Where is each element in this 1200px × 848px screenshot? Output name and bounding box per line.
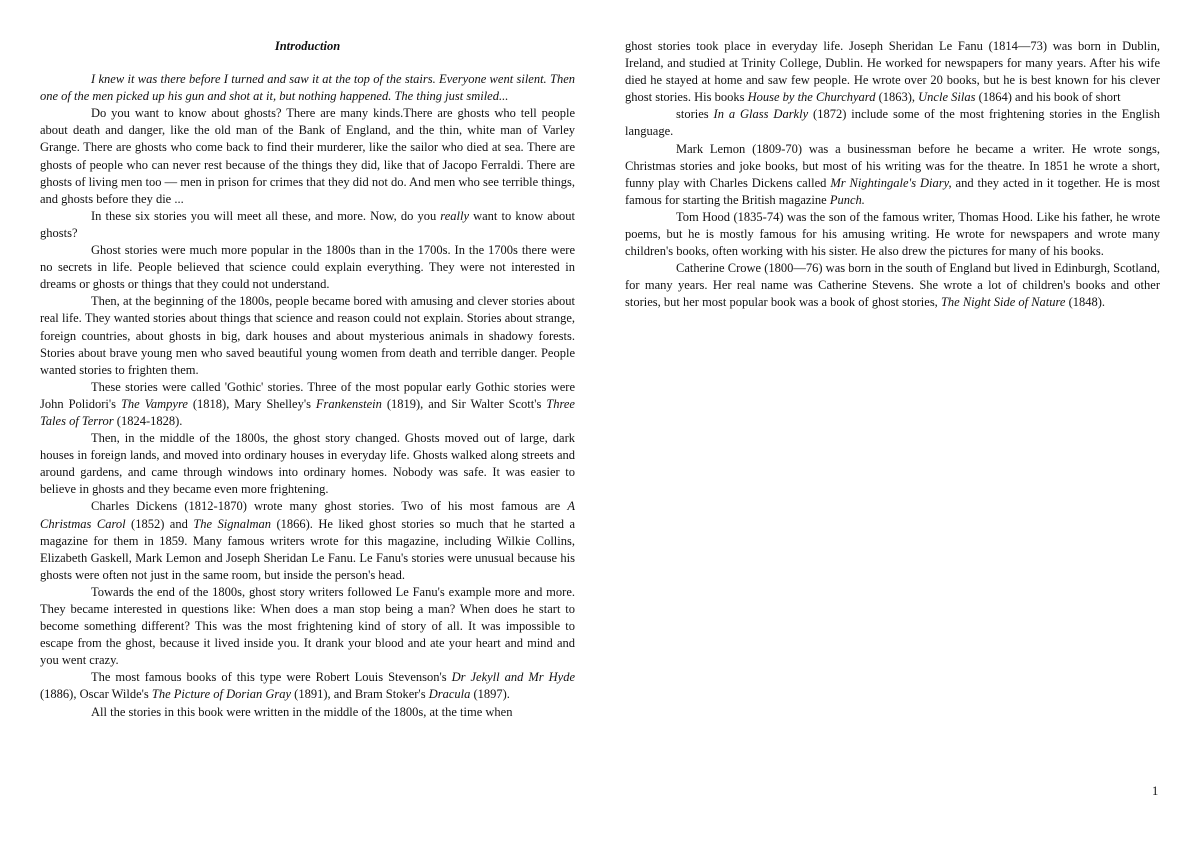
paragraph: ghost stories took place in everyday life. Joseph Sheridan Le Fanu (1814—73) was born in Dublin, Ireland, and studied at Trinity College, Dublin. He worked for newspapers for many years. After his wife died he stayed at home and saw few people. He wrote over 20 books, but he is best known for his clever ghost stories. His books House by the Churchyard (1863), Uncle Silas (1864) and his book of short xyxy=(625,39,1160,105)
paragraph: stories In a Glass Darkly (1872) include some of the most frightening stories in the English language. xyxy=(625,107,1160,139)
paragraph: These stories were called 'Gothic' stories. Three of the most popular early Gothic stories were John Polidori's The Vampyre (1818), Mary Shelley's Frankenstein (1819), and Sir Walter Scott's Three Tales of Terror (1824-1828). xyxy=(40,379,575,428)
paragraph: Tom Hood (1835-74) was the son of the famous writer, Thomas Hood. Like his father, he wrote poems, but he is mostly famous for his amusing writing. He wrote for newspapers and wrote many children's books, often working with his sister. He also drew the pictures for many of his books. xyxy=(625,209,1160,259)
paragraph: The most famous books of this type were Robert Louis Stevenson's Dr Jekyll and Mr Hyde (1886), Oscar Wilde's The Picture of Dorian Gray (1891), and Bram Stoker's Dracula (1897). xyxy=(40,670,575,702)
paragraph: Ghost stories were much more popular in the 1800s than in the 1700s. In the 1700s there were no secrets in life. People believed that science could explain everything. They were not interested in dreams or ghosts or things that they could not understand. xyxy=(40,243,575,292)
paragraph: All the stories in this book were written in the middle of the 1800s, at the time when xyxy=(91,704,513,719)
page-title: Introduction xyxy=(274,39,341,53)
paragraph: Towards the end of the 1800s, ghost story writers followed Le Fanu's example more and more. They became interested in questions like: When does a man stop being a man? When does he start to become something different? This was the most frightening kind of story of all. It was impossible to escape from the ghost, because it lived inside you. It drank your blood and ate your heart and mind and you went crazy. xyxy=(40,584,575,668)
right-column xyxy=(625,38,1160,312)
paragraph: In these six stories you will meet all these, and more. Now, do you really want to know about ghosts? xyxy=(40,208,575,240)
paragraph: Mark Lemon (1809-70) was a businessman before he became a writer. He wrote songs, Christmas stories and joke books, but most of his writing was for the theatre. In 1851 he wrote a short, funny play with Charles Dickens called Mr Nightingale's Diary, and they acted in it together. He is most famous for starting the British magazine Punch. xyxy=(625,141,1160,207)
paragraph: Then, in the middle of the 1800s, the ghost story changed. Ghosts moved out of large, dark houses in foreign lands, and moved into ordinary houses in everyday life. Ghosts walked along streets and around gardens, and came through windows into ordinary homes. Nobody was safe. It was easier to believe in ghosts and they became even more frightening. xyxy=(40,431,575,497)
left-column xyxy=(40,38,575,721)
paragraph: Do you want to know about ghosts? There are many kinds.There are ghosts who tell people about death and danger, like the old man of the Bank of England, and the thin, white man of Varley Grange. There are ghosts who come back to find their murderer, like the sailor who died at sea. There are ghosts of people who can never rest because of the things they did, like that of Jacopo Ferraldi. There are ghosts of living men too — men in prison for crimes that they did not do. And men who see terrible things, and ghosts before they die ... xyxy=(40,106,575,206)
page-number: 1 xyxy=(1152,784,1159,798)
paragraph: Then, at the beginning of the 1800s, people became bored with amusing and clever stories about real life. They wanted stories about things that science and reason could not explain. Stories about strange, foreign countries, about ghosts in big, dark houses and about mysterious animals in shadowy forests. Stories about brave young men who saved beautiful young women from death and terrible danger. People wanted stories to frighten them. xyxy=(40,294,575,377)
intro-quote: I knew it was there before I turned and saw it at the top of the stairs. Everyone went silent. Then one of the men picked up his gun and shot at it, but nothing happened. The thing just smiled... xyxy=(40,72,575,104)
paragraph: Charles Dickens (1812-1870) wrote many ghost stories. Two of his most famous are A Christmas Carol (1852) and The Signalman (1866). He liked ghost stories so much that he started a magazine for them in 1859. Many famous writers wrote for this magazine, including Wilkie Collins, Elizabeth Gaskell, Mark Lemon and Joseph Sheridan Le Fanu. Le Fanu's stories were unusual because his ghosts were often not just in the same room, but inside the person's head. xyxy=(40,499,575,582)
paragraph: Catherine Crowe (1800—76) was born in the south of England but lived in Edinburgh, Scotland, for many years. Her real name was Catherine Stevens. She wrote a lot of children's books and other stories, but her most popular book was a book of ghost stories, The Night Side of Nature (1848). xyxy=(625,261,1160,310)
